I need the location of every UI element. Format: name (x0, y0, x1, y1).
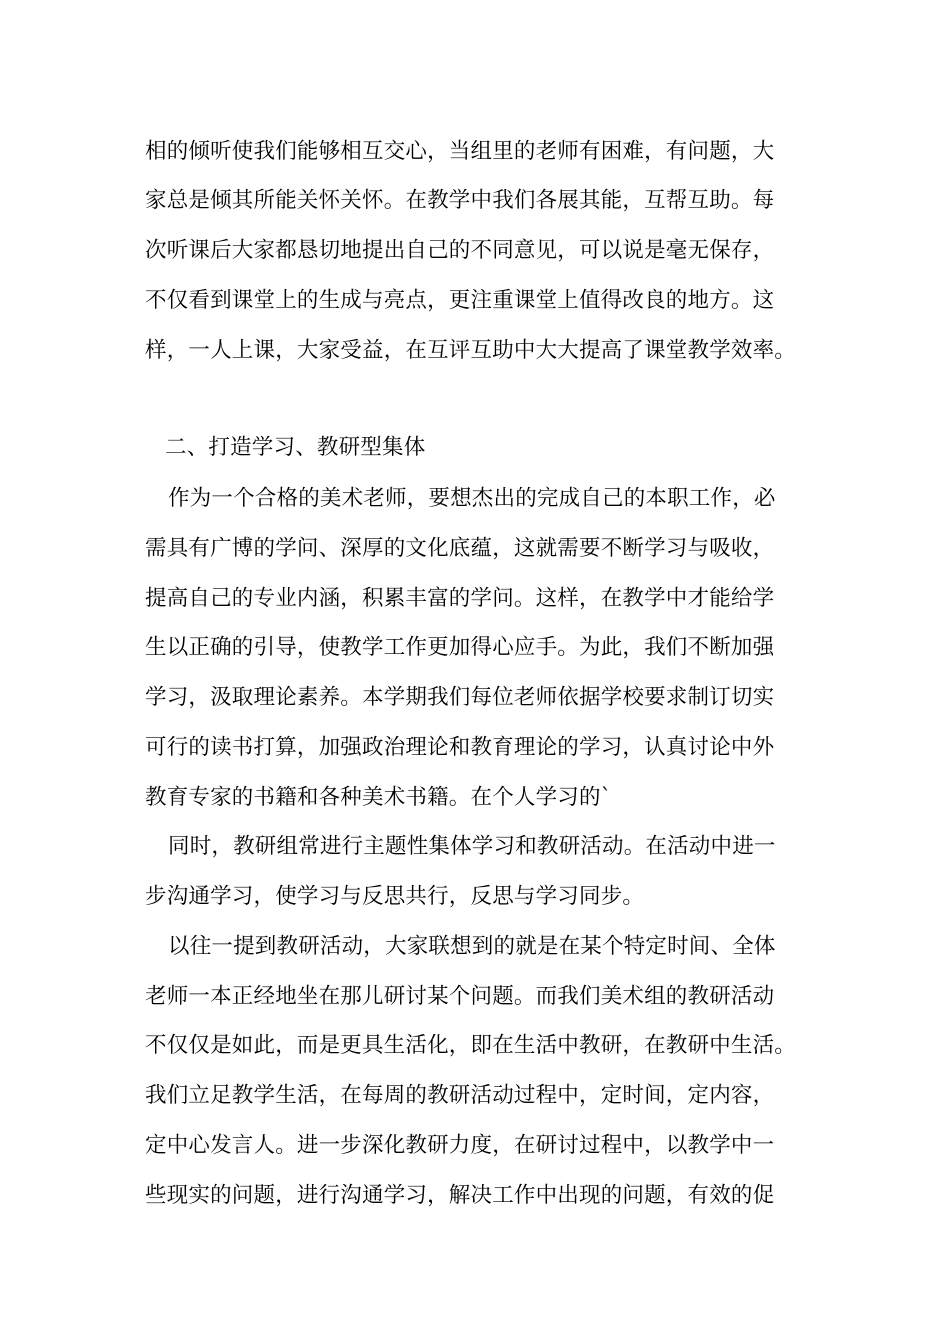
paragraph-1-line-3: 次听课后大家都恳切地提出自己的不同意见，可以说是毫无保存， (145, 238, 775, 263)
paragraph-1-line-1: 相的倾听使我们能够相互交心，当组里的老师有困难，有问题，大 (145, 139, 775, 164)
paragraph-2-line-6: 可行的读书打算，加强政治理论和教育理论的学习，认真讨论中外 (145, 735, 775, 760)
paragraph-2-line-4: 生以正确的引导，使教学工作更加得心应手。为此，我们不断加强 (145, 635, 775, 660)
paragraph-3-line-2: 步沟通学习，使学习与反思共行，反思与学习同步。 (145, 884, 645, 909)
paragraph-4-line-6: 些现实的问题，进行沟通学习，解决工作中出现的问题，有效的促 (145, 1183, 775, 1208)
paragraph-2-line-1: 作为一个合格的美术老师，要想杰出的完成自己的本职工作，必 (168, 486, 776, 511)
paragraph-2-line-2: 需具有广博的学问、深厚的文化底蕴，这就需要不断学习与吸收， (145, 536, 775, 561)
paragraph-4-line-4: 我们立足教学生活，在每周的教研活动过程中，定时间，定内容， (145, 1083, 775, 1108)
paragraph-1-line-4: 不仅看到课堂上的生成与亮点，更注重课堂上值得改良的地方。这 (145, 288, 775, 313)
paragraph-4-line-3: 不仅仅是如此，而是更具生活化，即在生活中教研，在教研中生活。 (145, 1033, 797, 1058)
paragraph-2-line-7: 教育专家的书籍和各种美术书籍。在个人学习的` (145, 785, 612, 810)
paragraph-2-line-3: 提高自己的专业内涵，积累丰富的学问。这样，在教学中才能给学 (145, 586, 775, 611)
paragraph-2-line-5: 学习，汲取理论素养。本学期我们每位老师依据学校要求制订切实 (145, 685, 775, 710)
paragraph-1-line-5: 样，一人上课，大家受益，在互评互助中大大提高了课堂教学效率。 (145, 338, 797, 363)
paragraph-3-line-1: 同时，教研组常进行主题性集体学习和教研活动。在活动中进一 (168, 834, 776, 859)
section-heading: 二、打造学习、教研型集体 (165, 435, 426, 460)
paragraph-4-line-1: 以往一提到教研活动，大家联想到的就是在某个特定时间、全体 (168, 934, 776, 959)
paragraph-4-line-2: 老师一本正经地坐在那儿研讨某个问题。而我们美术组的教研活动 (145, 984, 775, 1009)
paragraph-4-line-5: 定中心发言人。进一步深化教研力度，在研讨过程中，以教学中一 (145, 1133, 775, 1158)
paragraph-1-line-2: 家总是倾其所能关怀关怀。在教学中我们各展其能，互帮互助。每 (145, 188, 775, 213)
